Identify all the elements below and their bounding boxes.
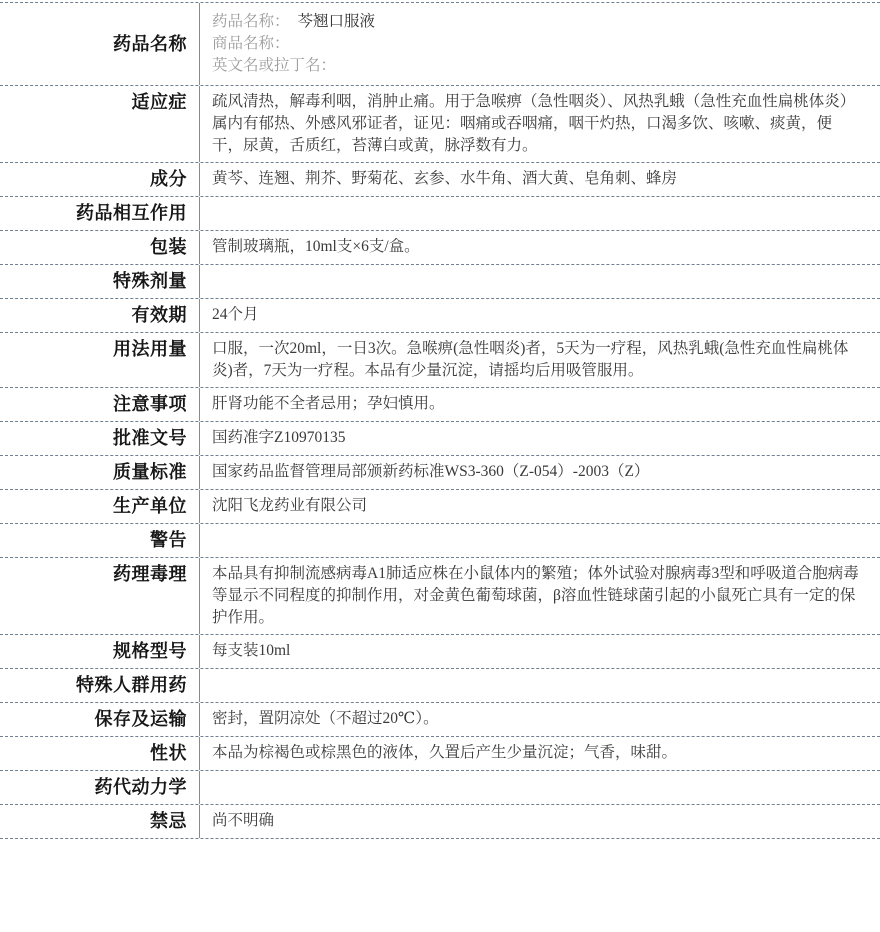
- table-rows: [0, 86, 880, 839]
- row-value: 国药准字Z10970135: [212, 429, 346, 446]
- drug-name-value: 芩翘口服液: [297, 13, 376, 30]
- table-row: [0, 86, 880, 163]
- row-label: 特殊人群用药: [0, 669, 200, 702]
- row-value: [200, 265, 880, 298]
- drug-info-table: [0, 2, 880, 839]
- row-label: 有效期: [0, 299, 200, 332]
- row-value: 本品具有抑制流感病毒A1肺适应株在小鼠体内的繁殖；体外试验对腺病毒3型和呼吸道合胞病毒等显示不同程度的抑制作用，对金黄色葡萄球菌，β溶血性链球菌引起的小鼠死亡具有一定的保护作用。: [212, 565, 859, 626]
- drug-name-field-label: 药品名称：: [212, 13, 290, 30]
- table-row: [0, 635, 880, 669]
- row-label: 保存及运输: [0, 703, 200, 736]
- row-value: 肝肾功能不全者忌用；孕妇慎用。: [212, 395, 445, 412]
- drug-name-line: [212, 11, 860, 33]
- row-label: 性状: [0, 737, 200, 770]
- table-row: [0, 231, 880, 265]
- row-value: [200, 524, 880, 557]
- row-label: 适应症: [0, 86, 200, 162]
- row-value: 尚不明确: [212, 812, 275, 829]
- row-label: 药代动力学: [0, 771, 200, 804]
- trade-name-line: [212, 33, 860, 55]
- row-label: 特殊剂量: [0, 265, 200, 298]
- trade-name-field-label: 商品名称：: [212, 35, 290, 52]
- row-label: 生产单位: [0, 490, 200, 523]
- table-row: [0, 490, 880, 524]
- row-label: 禁忌: [0, 805, 200, 838]
- row-label: 药品相互作用: [0, 197, 200, 230]
- table-row: [0, 422, 880, 456]
- row-value: 管制玻璃瓶，10ml支×6支/盒。: [212, 238, 420, 255]
- table-row: [0, 265, 880, 299]
- table-row: [0, 737, 880, 771]
- row-label: 批准文号: [0, 422, 200, 455]
- row-label: 成分: [0, 163, 200, 196]
- table-row: [0, 524, 880, 558]
- row-value: [200, 669, 880, 702]
- row-label: 注意事项: [0, 388, 200, 421]
- table-row: [0, 456, 880, 490]
- row-value: 黄芩、连翘、荆芥、野菊花、玄参、水牛角、酒大黄、皂角刺、蜂房: [212, 170, 678, 187]
- table-row: [0, 771, 880, 805]
- row-value: [200, 3, 880, 85]
- row-label: 用法用量: [0, 333, 200, 387]
- row-label: 药品名称: [0, 3, 200, 85]
- table-row-drug-name: [0, 3, 880, 86]
- table-row: [0, 299, 880, 333]
- table-row: [0, 703, 880, 737]
- table-row: [0, 805, 880, 839]
- latin-name-field-label: 英文名或拉丁名：: [212, 57, 337, 74]
- row-value: 疏风清热，解毒利咽，消肿止痛。用于急喉痹（急性咽炎）、风热乳蛾（急性充血性扁桃体炎）属内有郁热、外感风邪证者，证见：咽痛或吞咽痛，咽干灼热，口渴多饮、咳嗽、痰黄，便干，尿黄，舌质红，苔薄白或黄，脉浮数有力。: [212, 93, 856, 154]
- table-row: [0, 163, 880, 197]
- row-value: 口服，一次20ml，一日3次。急喉痹(急性咽炎)者，5天为一疗程，风热乳蛾(急性充血性扁桃体炎)者，7天为一疗程。本品有少量沉淀，请摇均后用吸管服用。: [212, 340, 849, 379]
- table-row: [0, 388, 880, 422]
- row-label: 规格型号: [0, 635, 200, 668]
- table-row: [0, 558, 880, 635]
- row-value: 本品为棕褐色或棕黑色的液体，久置后产生少量沉淀；气香，味甜。: [212, 744, 678, 761]
- row-value: 国家药品监督管理局部颁新药标准WS3-360（Z-054）-2003（Z）: [212, 463, 650, 480]
- row-label: 警告: [0, 524, 200, 557]
- row-value: 24个月: [212, 306, 259, 323]
- latin-name-line: [212, 55, 860, 77]
- row-value: [200, 197, 880, 230]
- table-row: [0, 333, 880, 388]
- row-value: 沈阳飞龙药业有限公司: [212, 497, 368, 514]
- row-label: 质量标准: [0, 456, 200, 489]
- table-row: [0, 197, 880, 231]
- row-value: [200, 771, 880, 804]
- row-value: 每支装10ml: [212, 642, 291, 659]
- row-label: 药理毒理: [0, 558, 200, 634]
- row-label: 包装: [0, 231, 200, 264]
- row-value: 密封，置阴凉处（不超过20℃）。: [212, 710, 439, 727]
- table-row: [0, 669, 880, 703]
